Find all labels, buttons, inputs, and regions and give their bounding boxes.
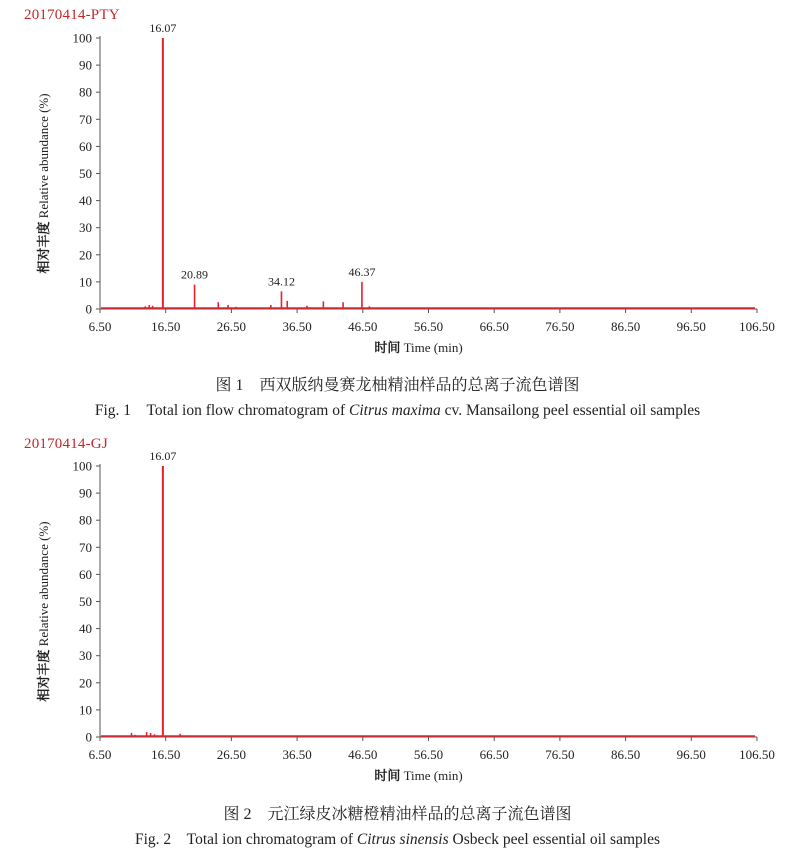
x-tick-label: 6.50 [88,319,112,334]
peak-label: 20.89 [181,267,209,282]
x-tick-label: 16.50 [151,319,181,334]
x-axis-title-cn: 时间 [374,768,404,783]
y-tick-label: 80 [79,84,92,100]
chromatogram-chart-2 [0,430,795,800]
y-tick-label: 70 [79,111,92,127]
y-tick-label: 60 [79,566,92,582]
y-tick-label: 50 [79,594,92,609]
caption-en-species: Citrus maxima [349,402,441,419]
y-tick-label: 90 [79,57,92,73]
x-tick-label: 96.50 [676,319,706,334]
y-tick-label: 20 [79,675,92,691]
caption-en-prefix: Fig. 1 Total ion flow chromatogram of [94,402,350,419]
y-tick-label: 100 [72,458,92,474]
x-tick-label: 76.50 [545,747,575,762]
sample-id-label: 20170414-GJ [24,436,108,452]
chromatogram-panel-1 [0,0,795,425]
x-tick-label: 86.50 [610,747,641,762]
sample-id-label: 20170414-PTY [24,7,120,23]
y-tick-label: 100 [72,30,92,46]
caption-en-prefix: Fig. 2 Total ion chromatogram of [135,831,357,848]
x-tick-label: 66.50 [479,747,509,762]
x-tick-label: 46.50 [348,319,378,334]
y-axis-title-cn: 相对丰度 [36,646,51,702]
figure-caption-cn: 图 1 西双版纳曼赛龙柚精油样品的总离子流色谱图 [215,377,580,394]
x-tick-label: 26.50 [216,319,247,334]
y-axis-title-cn: 相对丰度 [36,218,51,274]
y-tick-label: 30 [79,648,92,664]
x-tick-label: 76.50 [545,319,575,334]
peak-label: 16.07 [149,21,177,35]
y-tick-label: 10 [79,274,92,290]
y-tick-label: 90 [79,485,92,501]
caption-en-suffix: Osbeck peel essential oil samples [448,831,660,848]
y-tick-label: 50 [79,166,92,181]
figure-caption-en [0,398,795,420]
y-tick-label: 0 [85,301,92,317]
y-axis-title [36,93,51,273]
figure-caption-cn: 图 2 元江绿皮冰糖橙精油样品的总离子流色谱图 [223,806,572,823]
y-tick-label: 60 [79,138,92,154]
x-tick-label: 56.50 [413,747,444,762]
y-tick-label: 70 [79,539,92,555]
caption-en-species: Citrus sinensis [356,831,449,848]
x-axis-title-cn: 时间 [374,340,404,355]
y-tick-label: 40 [79,193,92,209]
x-tick-label: 56.50 [413,319,444,334]
figure-caption-en [0,827,795,849]
x-tick-label: 106.50 [739,319,775,334]
x-axis-title-en: Time (min) [403,768,463,783]
caption-en-suffix: cv. Mansailong peel essential oil samples [440,402,701,419]
x-tick-label: 36.50 [282,319,312,334]
x-tick-label: 36.50 [282,747,312,762]
y-tick-label: 40 [79,621,92,637]
y-tick-label: 20 [79,247,92,263]
x-tick-label: 96.50 [676,747,706,762]
x-tick-label: 26.50 [216,747,247,762]
y-tick-label: 0 [85,729,92,745]
chromatogram-chart-1 [0,0,795,370]
x-tick-label: 16.50 [151,747,181,762]
peak-label: 16.07 [149,449,177,463]
x-tick-label: 46.50 [348,747,378,762]
peak-label: 46.37 [348,264,376,279]
y-axis-title-en: Relative abundance (%) [36,521,51,647]
x-axis-title [374,768,462,783]
x-tick-label: 86.50 [610,319,641,334]
y-tick-label: 30 [79,220,92,236]
chromatogram-panel-2 [0,430,795,859]
x-axis-title [374,340,462,355]
peak-label: 34.12 [267,274,295,289]
x-axis-title-en: Time (min) [403,340,463,355]
y-axis-title [36,521,51,701]
x-tick-label: 106.50 [739,747,775,762]
y-axis-title-en: Relative abundance (%) [36,93,51,219]
y-tick-label: 10 [79,702,92,718]
x-tick-label: 6.50 [88,747,112,762]
y-tick-label: 80 [79,512,92,528]
x-tick-label: 66.50 [479,319,509,334]
